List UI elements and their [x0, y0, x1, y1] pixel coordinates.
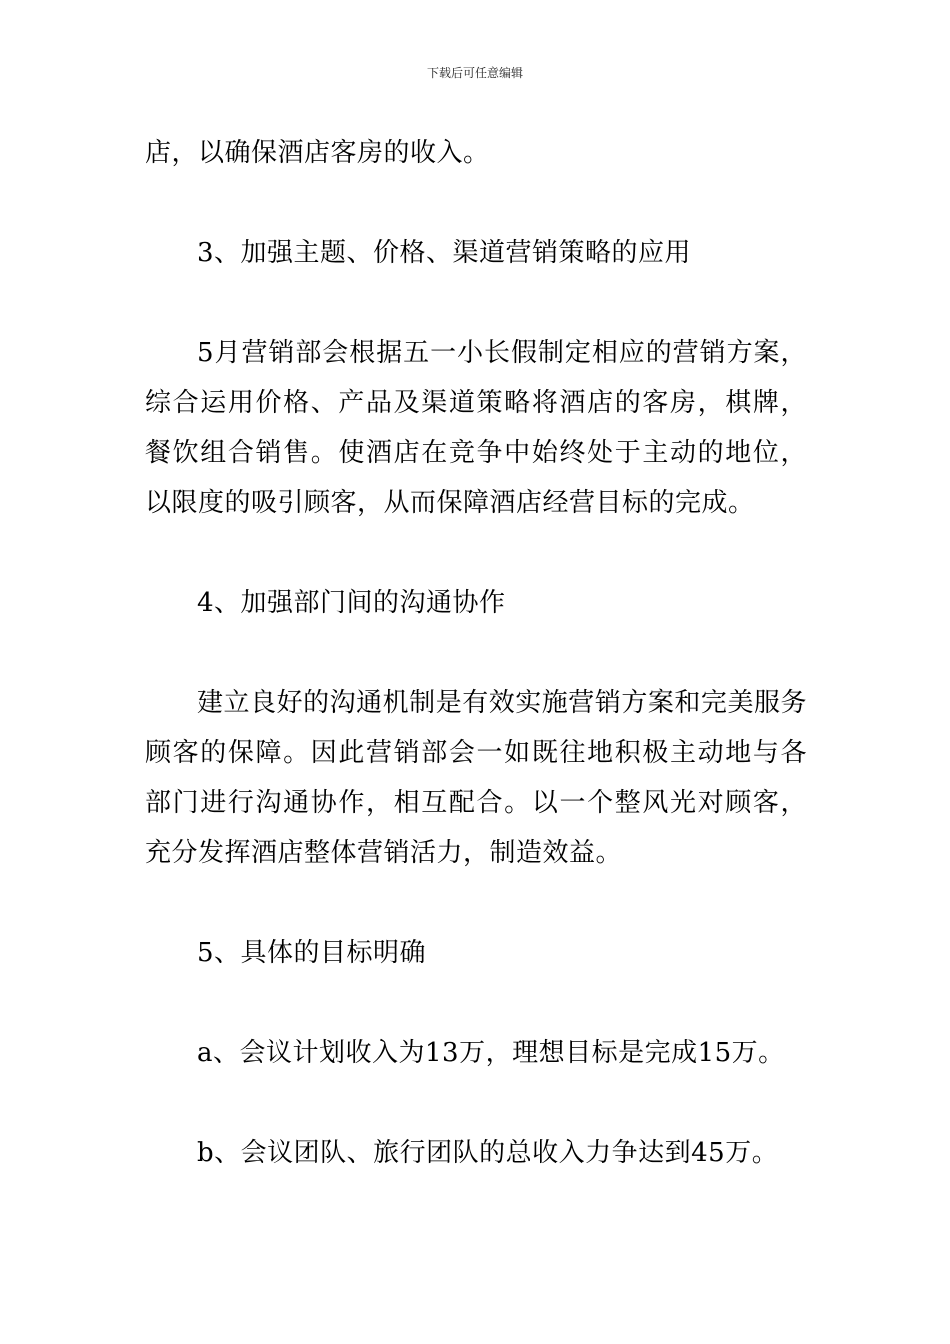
section-heading-5: 5、具体的目标明确 — [197, 938, 427, 968]
target-item-a: a、会议计划收入为13万，理想目标是完成15万。 — [197, 1038, 785, 1068]
target-item-b: b、会议团队、旅行团队的总收入力争达到45万。 — [197, 1138, 779, 1168]
section-heading-3: 3、加强主题、价格、渠道营销策略的应用 — [197, 238, 692, 268]
paragraph-continuation: 店，以确保酒店客房的收入。 — [145, 138, 490, 168]
paragraph-marketing-plan: 5月营销部会根据五一小长假制定相应的营销方案，综合运用价格、产品及渠道策略将酒店的客房，棋牌，餐饮组合销售。使酒店在竞争中始终处于主动的地位，以限度的吸引顾客，从而保障酒店经营目标的完成。 — [145, 338, 807, 518]
paragraph-communication: 建立良好的沟通机制是有效实施营销方案和完美服务顾客的保障。因此营销部会一如既往地积极主动地与各部门进行沟通协作，相互配合。以一个整风光对顾客，充分发挥酒店整体营销活力，制造效益。 — [145, 688, 807, 868]
page-header: 下载后可任意编辑 — [426, 66, 523, 80]
document-body — [145, 128, 807, 1178]
section-heading-4: 4、加强部门间的沟通协作 — [197, 588, 506, 618]
